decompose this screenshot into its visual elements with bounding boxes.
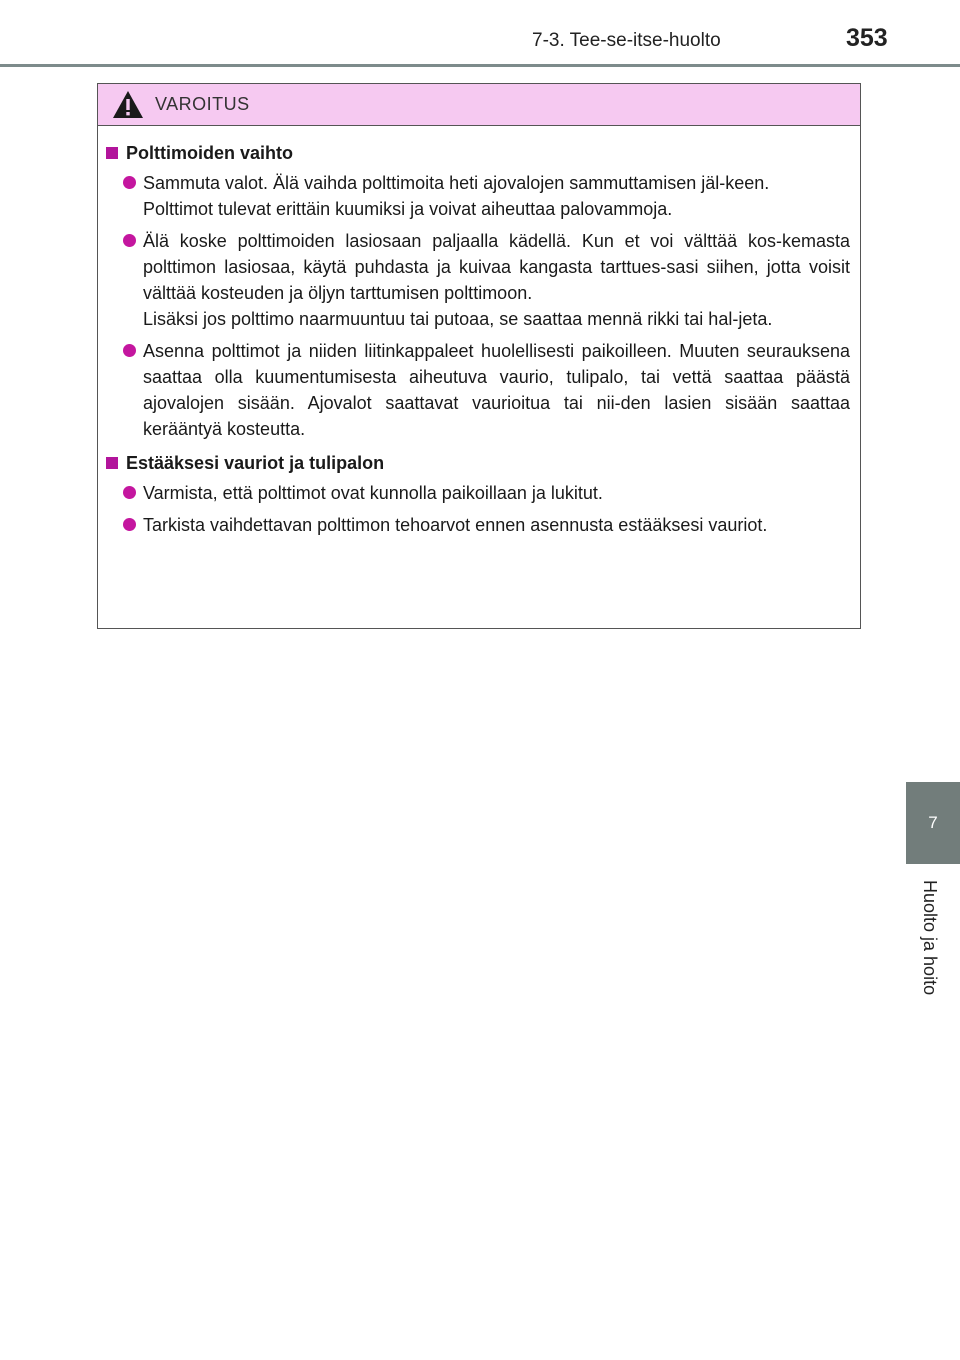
- round-bullet-icon: [123, 234, 136, 247]
- round-bullet-icon: [123, 176, 136, 189]
- bullet-text: Asenna polttimot ja niiden liitinkappaleet huolellisesti paikoilleen. Muuten seurauksena saattaa olla kuumentumisesta aiheutuva vaurio, tulipalo, tai vettä saattaa päästä ajovalojen sisään. Ajovalot saattavat vaurioitua tai nii-den lasien sisään saattaa kerääntyä kosteutta.: [143, 341, 850, 439]
- bullet-item: [104, 480, 850, 506]
- square-bullet-icon: [106, 457, 118, 469]
- section-heading: [104, 450, 850, 476]
- bullet-text: Älä koske polttimoiden lasiosaan paljaalla kädellä. Kun et voi välttää kos-kemasta polttimon lasiosaa, käytä puhdasta ja kuivaa kangasta tarttues-sasi siihen, jotta voisit välttää kosteuden ja öljyn tarttumisen polttimoon.: [143, 231, 850, 303]
- warning-body: [98, 126, 860, 538]
- section-title: 7-3. Tee-se-itse-huolto: [532, 30, 721, 51]
- chapter-title: Huolto ja hoito: [920, 880, 940, 996]
- bullet-text: Varmista, että polttimot ovat kunnolla paikoillaan ja lukitut.: [143, 483, 603, 503]
- bullet-text: Sammuta valot. Älä vaihda polttimoita heti ajovalojen sammuttamisen jäl-keen.: [143, 173, 770, 193]
- round-bullet-icon: [123, 344, 136, 357]
- page-number: 353: [846, 24, 888, 52]
- section-heading-text: Estääksesi vauriot ja tulipalon: [126, 453, 385, 473]
- bullet-item: [104, 228, 850, 332]
- section-heading-text: Polttimoiden vaihto: [126, 143, 294, 163]
- warning-triangle-icon: [112, 90, 144, 119]
- bullet-item: [104, 170, 850, 222]
- bullet-text: Lisäksi jos polttimo naarmuuntuu tai putoaa, se saattaa mennä rikki tai hal-jeta.: [143, 309, 773, 329]
- chapter-tab[interactable]: [906, 782, 960, 864]
- bullet-item: [104, 512, 850, 538]
- warning-header: [98, 84, 860, 126]
- bullet-item: [104, 338, 850, 442]
- round-bullet-icon: [123, 486, 136, 499]
- bullet-text: Tarkista vaihdettavan polttimon tehoarvot ennen asennusta estääksesi vauriot.: [143, 515, 768, 535]
- warning-box: [97, 83, 861, 629]
- header-divider: [0, 64, 960, 67]
- warning-title: VAROITUS: [155, 94, 250, 114]
- square-bullet-icon: [106, 147, 118, 159]
- section-heading: [104, 140, 850, 166]
- round-bullet-icon: [123, 518, 136, 531]
- bullet-text: Polttimot tulevat erittäin kuumiksi ja voivat aiheuttaa palovammoja.: [143, 199, 673, 219]
- chapter-number: 7: [928, 813, 938, 832]
- page-header: [0, 0, 960, 70]
